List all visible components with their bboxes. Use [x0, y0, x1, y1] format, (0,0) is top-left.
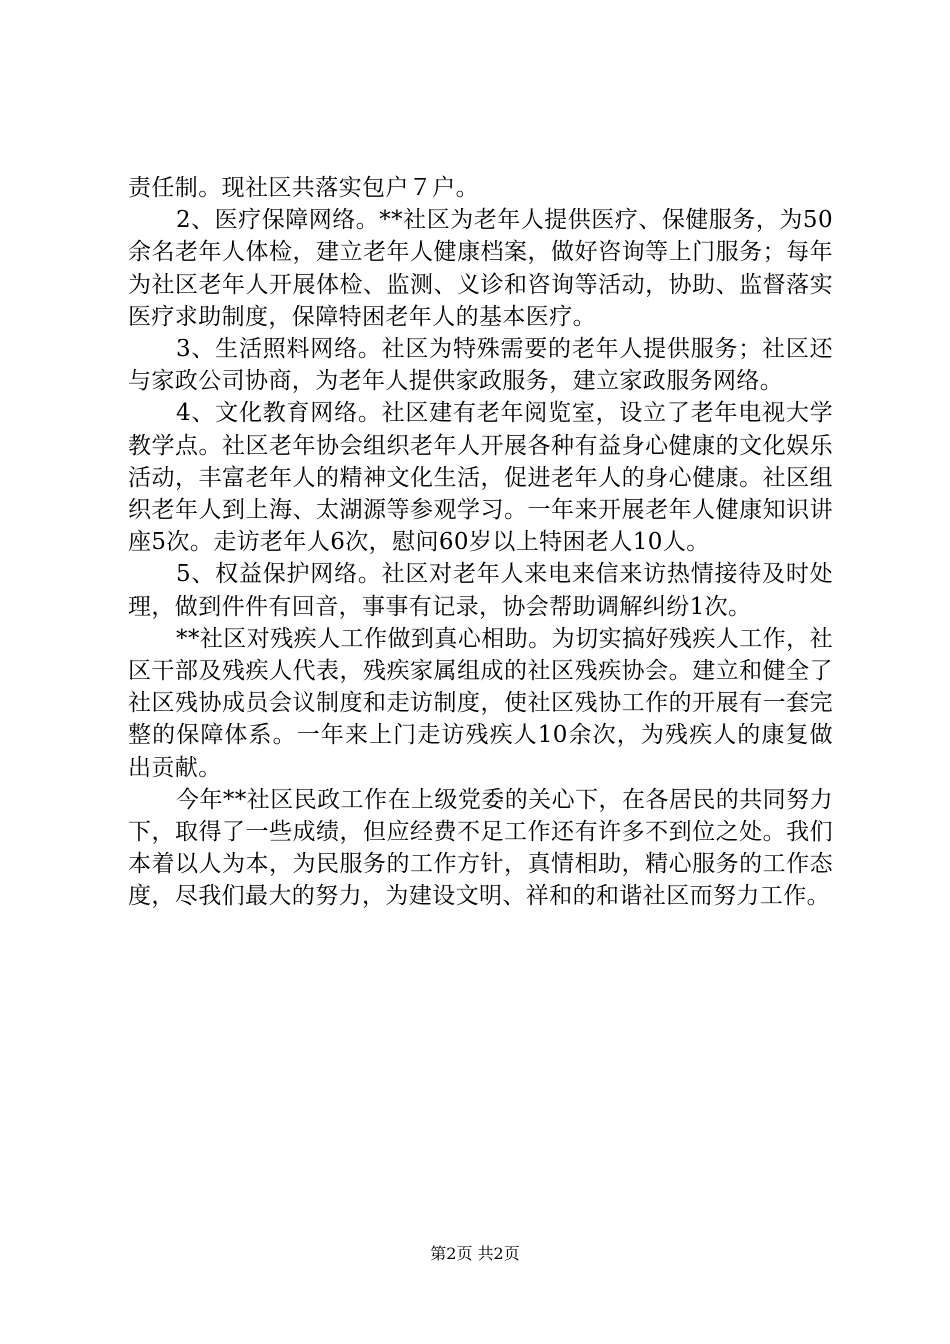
page-number-footer: 第2页 共2页: [430, 1244, 520, 1263]
paragraph-disability-work: **社区对残疾人工作做到真心相助。为切实搞好残疾人工作，社区干部及残疾人代表，残疾家属组成的社区残疾协会。建立和健全了社区残协成员会议制度和走访制度，使社区残协工作的开展有一套完整的保障体系。一年来上门走访残疾人10余次，为残疾人的康复做出贡献。: [128, 625, 833, 781]
document-body: [128, 172, 833, 913]
paragraph-summary: 今年**社区民政工作在上级党委的关心下，在各居民的共同努力下，取得了一些成绩，但应经费不足工作还有许多不到位之处。我们本着以人为本，为民服务的工作方针，真情相助，精心服务的工作态度，尽我们最大的努力，为建设文明、祥和的和谐社区而努力工作。: [128, 786, 833, 910]
paragraph-continuation: 责任制。现社区共落实包户７户。: [128, 175, 479, 201]
paragraph-education-network: 4、文化教育网络。社区建有老年阅览室，设立了老年电视大学教学点。社区老年协会组织老年人开展各种有益身心健康的文化娱乐活动，丰富老年人的精神文化生活，促进老年人的身心健康。社区组织老年人到上海、太湖源等参观学习。一年来开展老年人健康知识讲座5次。走访老年人6次，慰问60岁以上特困老人10人。: [128, 400, 833, 556]
paragraph-care-network: 3、生活照料网络。社区为特殊需要的老年人提供服务；社区还与家政公司协商，为老年人提供家政服务，建立家政服务网络。: [128, 336, 833, 395]
paragraph-rights-network: 5、权益保护网络。社区对老年人来电来信来访热情接待及时处理，做到件件有回音，事事有记录，协会帮助调解纠纷1次。: [128, 561, 833, 620]
paragraph-medical-network: 2、医疗保障网络。**社区为老年人提供医疗、保健服务，为50余名老年人体检，建立老年人健康档案，做好咨询等上门服务；每年为社区老年人开展体检、监测、义诊和咨询等活动，协助、监督落实医疗求助制度，保障特困老年人的基本医疗。: [128, 207, 833, 330]
